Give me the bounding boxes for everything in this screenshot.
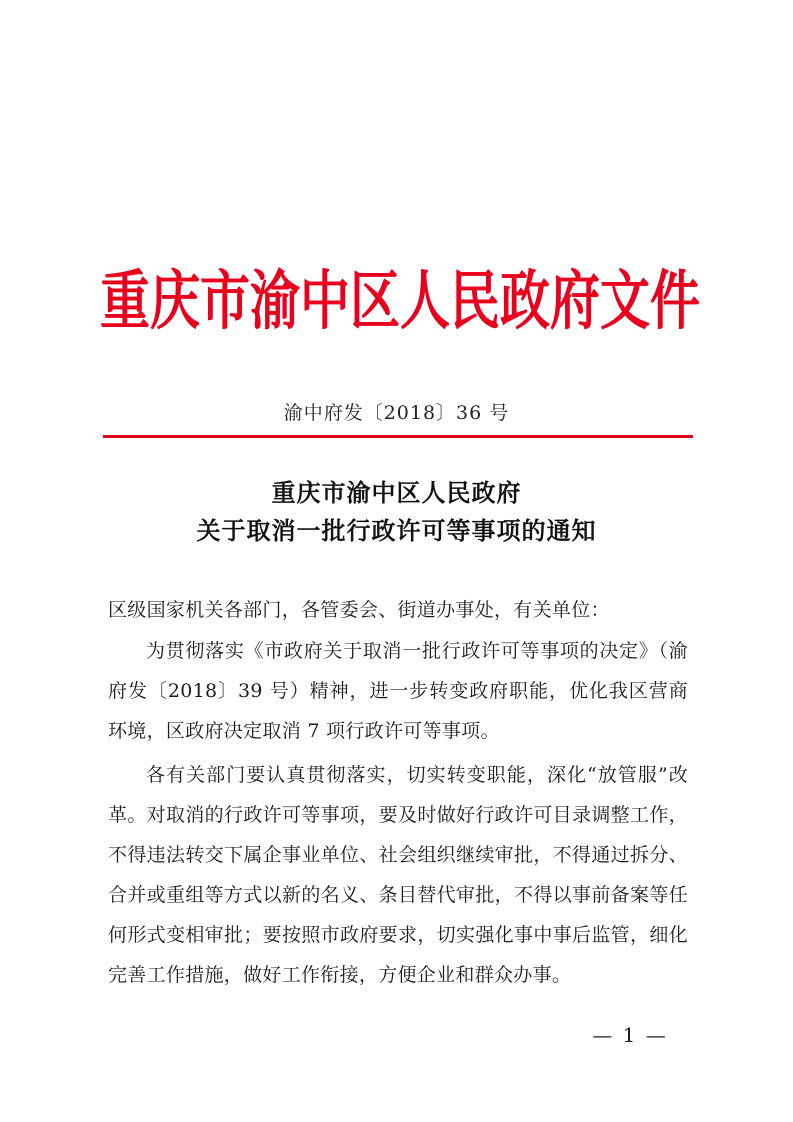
page-number: — 1 — xyxy=(592,1023,668,1047)
document-title-line-1: 重庆市渝中区人民政府 xyxy=(271,479,522,507)
document-masthead: 重庆市渝中区人民政府文件 xyxy=(100,264,700,339)
document-number: 渝中府发〔2018〕36 号 xyxy=(283,402,510,424)
red-divider-line xyxy=(103,435,693,438)
addressee-line: 区级国家机关各部门，各管委会、街道办事处，有关单位： xyxy=(108,599,610,621)
body-paragraph-2: 各有关部门要认真贯彻落实，切实转变职能，深化“放管服”改革。对取消的行政许可等事项，要及时做好行政许可目录调整工作，不得违法转交下属企事业单位、社会组织继续审批，不得通过拆分、合并或重组等方式以新的名义、条目替代审批，不得以事前备案等任何形式变相审批；要按照市政府要求，切实强化事中事后监管，细化完善工作措施，做好工作衔接，方便企业和群众办事。 xyxy=(108,764,688,986)
body-paragraph-1: 为贯彻落实《市政府关于取消一批行政许可等事项的决定》（渝府发〔2018〕39 号）精神，进一步转变政府职能，优化我区营商环境，区政府决定取消 7 项行政许可等事项。 xyxy=(108,640,688,742)
document-title-line-2: 关于取消一批行政许可等事项的通知 xyxy=(196,517,597,545)
